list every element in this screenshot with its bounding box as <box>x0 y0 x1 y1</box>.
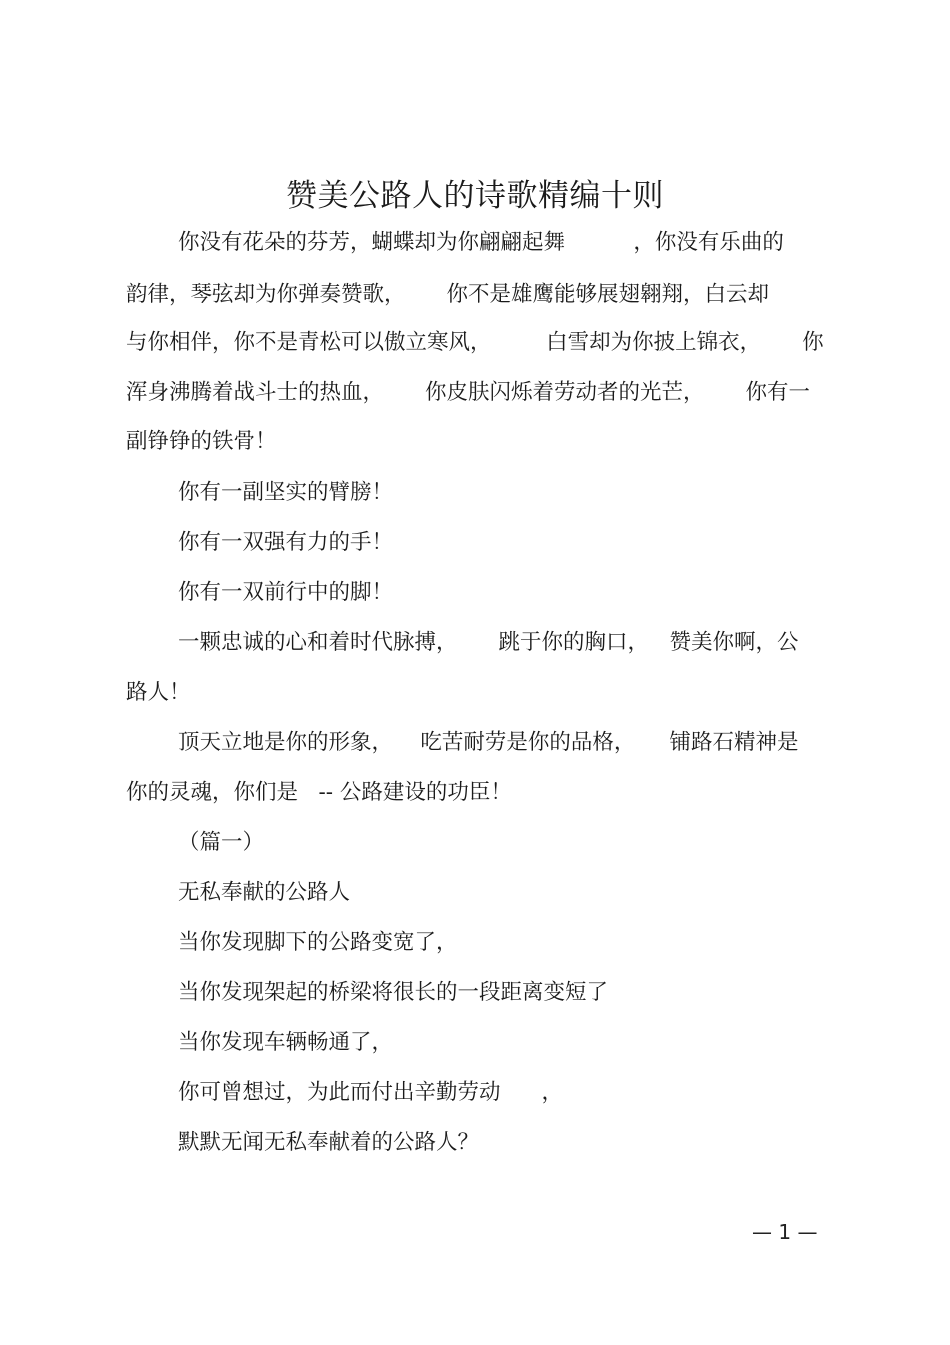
body-line: 你有一副坚实的臂膀！ <box>178 480 394 505</box>
body-line: 你有一双前行中的脚！ <box>178 580 394 605</box>
body-line: 你有一双强有力的手！ <box>178 530 394 555</box>
poem-line: 当你发现车辆畅通了， <box>178 1030 394 1055</box>
body-line: 浑身沸腾着战斗士的热血， 你皮肤闪烁着劳动者的光芒， 你有一 <box>126 380 811 405</box>
section-label: （篇一） <box>178 830 265 855</box>
body-line: 韵律，琴弦却为你弹奏赞歌， 你不是雄鹰能够展翅翱翔，白云却 <box>126 282 770 307</box>
body-line: 路人！ <box>126 680 191 705</box>
poem-title: 无私奉献的公路人 <box>178 880 351 905</box>
poem-line: 当你发现架起的桥梁将很长的一段距离变短了 <box>178 980 609 1005</box>
body-line: 你的灵魂，你们是 -- 公路建设的功臣！ <box>126 780 512 805</box>
body-line: 你没有花朵的芬芳，蝴蝶却为你翩翩起舞 ，你没有乐曲的 <box>178 230 784 255</box>
body-line: 顶天立地是你的形象， 吃苦耐劳是你的品格， 铺路石精神是 <box>178 730 799 755</box>
body-line: 副铮铮的铁骨！ <box>126 429 277 454</box>
document-title: 赞美公路人的诗歌精编十则 <box>286 178 664 214</box>
page-number: — 1 — <box>752 1220 818 1244</box>
body-line: 一颗忠诚的心和着时代脉搏， 跳于你的胸口， 赞美你啊，公 <box>178 630 799 655</box>
poem-line: 默默无闻无私奉献着的公路人？ <box>178 1130 480 1155</box>
poem-line: 你可曾想过，为此而付出辛勤劳动 ， <box>178 1080 564 1105</box>
body-line: 与你相伴，你不是青松可以傲立寒风， 白雪却为你披上锦衣， 你 <box>126 330 824 355</box>
poem-line: 当你发现脚下的公路变宽了， <box>178 930 458 955</box>
